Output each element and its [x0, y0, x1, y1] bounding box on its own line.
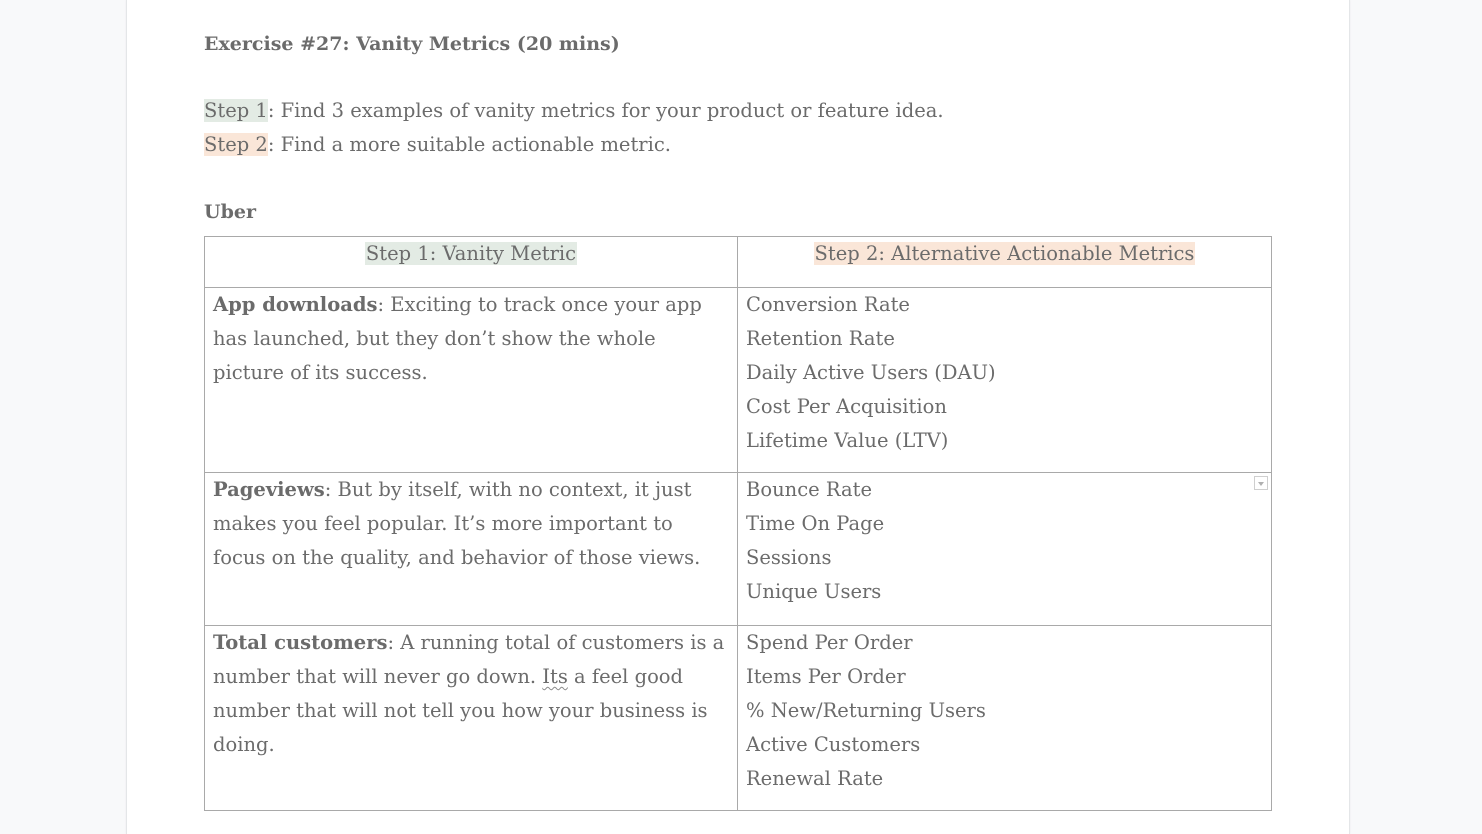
- list-item: Spend Per Order: [746, 631, 913, 654]
- list-item: Retention Rate: [746, 327, 895, 350]
- spellcheck-flagged-word[interactable]: Its: [542, 665, 568, 688]
- header-actionable-metrics-label: Step 2: Alternative Actionable Metrics: [814, 242, 1195, 265]
- step-2-text: : Find a more suitable actionable metric.: [267, 133, 671, 156]
- vanity-metric-description-end: a feel good number that will not tell you how your business is doing.: [213, 665, 708, 756]
- step-2-instruction: [204, 133, 671, 156]
- vanity-metric-description-start: : A running total of customers is a number that will never go down.: [213, 631, 725, 688]
- list-item: Items Per Order: [746, 665, 906, 688]
- list-item: Active Customers: [746, 733, 921, 756]
- list-item: Conversion Rate: [746, 293, 910, 316]
- step-2-label: Step 2: [204, 133, 268, 156]
- table-header-row: [205, 237, 1272, 288]
- vanity-metric-term: App downloads: [213, 293, 378, 316]
- list-item: Sessions: [746, 546, 832, 569]
- chevron-down-icon[interactable]: [1254, 476, 1268, 490]
- list-item: Unique Users: [746, 580, 882, 603]
- step-1-text: : Find 3 examples of vanity metrics for your product or feature idea.: [267, 99, 944, 122]
- table-row: [205, 473, 1272, 626]
- step-1-instruction: [204, 99, 944, 122]
- vanity-metric-cell[interactable]: [205, 626, 738, 811]
- actionable-metrics-cell[interactable]: [738, 626, 1272, 811]
- vanity-metric-term: Total customers: [213, 631, 388, 654]
- table-row: [205, 288, 1272, 473]
- actionable-metrics-cell[interactable]: [738, 473, 1272, 626]
- actionable-metrics-cell[interactable]: [738, 288, 1272, 473]
- vanity-metric-cell[interactable]: [205, 473, 738, 626]
- vanity-metric-term: Pageviews: [213, 478, 325, 501]
- vanity-metrics-table: [204, 236, 1272, 811]
- header-vanity-metric-label: Step 1: Vanity Metric: [365, 242, 577, 265]
- list-item: Time On Page: [746, 512, 885, 535]
- header-vanity-metric[interactable]: [205, 237, 738, 288]
- table-row: [205, 626, 1272, 811]
- list-item: % New/Returning Users: [746, 699, 986, 722]
- list-item: Daily Active Users (DAU): [746, 361, 996, 384]
- section-title: Uber: [204, 201, 256, 223]
- list-item: Cost Per Acquisition: [746, 395, 947, 418]
- vanity-metric-description: : But by itself, with no context, it just makes you feel popular. It’s more important to focus on the quality, and behavior of those views.: [213, 478, 701, 569]
- list-item: Lifetime Value (LTV): [746, 429, 949, 452]
- exercise-title: Exercise #27: Vanity Metrics (20 mins): [204, 33, 620, 55]
- list-item: Bounce Rate: [746, 478, 872, 501]
- step-1-label: Step 1: [204, 99, 268, 122]
- vanity-metric-cell[interactable]: [205, 288, 738, 473]
- header-actionable-metrics[interactable]: [738, 237, 1272, 288]
- vanity-metric-description: : Exciting to track once your app has launched, but they don’t show the whole picture of its success.: [213, 293, 702, 384]
- list-item: Renewal Rate: [746, 767, 884, 790]
